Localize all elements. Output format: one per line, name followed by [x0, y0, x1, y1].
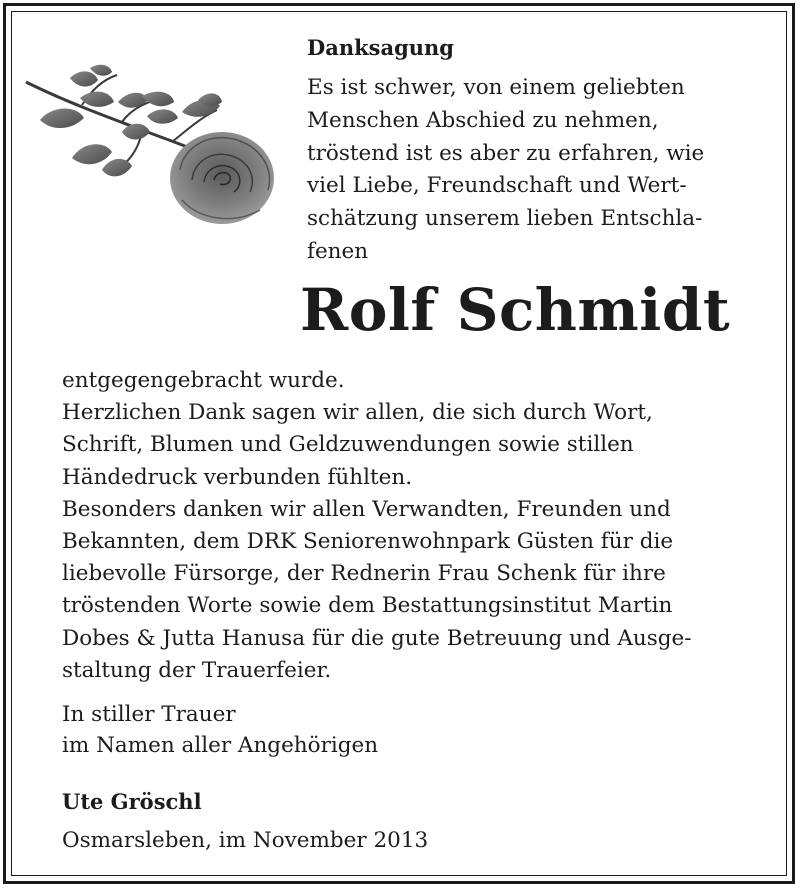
closing-line: im Namen aller Angehörigen: [62, 733, 379, 758]
intro-line: schätzung unserem lieben Entschla-: [307, 206, 703, 232]
intro-line: fenen: [307, 238, 369, 264]
body-line: Besonders danken wir allen Verwandten, Freunden und: [62, 496, 671, 522]
closing-text: [62, 699, 378, 761]
body-line: liebevolle Fürsorge, der Rednerin Frau Schenk für ihre: [62, 561, 666, 587]
body-line: Bekannten, dem DRK Seniorenwohnpark Güsten für die: [62, 529, 674, 555]
body-line: Dobes & Jutta Hanusa für die gute Betreuung und Ausge-: [62, 625, 692, 651]
body-line: Schrift, Blumen und Geldzuwendungen sowie stillen: [62, 432, 634, 458]
body-line: tröstenden Worte sowie dem Bestattungsinstitut Martin: [62, 593, 673, 619]
intro-line: viel Liebe, Freundschaft und Wert-: [307, 173, 687, 199]
intro-line: Menschen Abschied zu nehmen,: [307, 107, 659, 133]
body-line: Herzlichen Dank sagen wir allen, die sich durch Wort,: [62, 400, 653, 426]
signer-name: Ute Gröschl: [62, 789, 202, 814]
body-line: Händedruck verbunden fühlten.: [62, 464, 413, 490]
place-date: Osmarsleben, im November 2013: [62, 828, 429, 853]
closing-line: In stiller Trauer: [62, 702, 236, 727]
notice-heading: Danksagung: [307, 35, 454, 60]
intro-line: Es ist schwer, von einem geliebten: [307, 75, 685, 100]
intro-line: tröstend ist es aber zu erfahren, wie: [307, 140, 705, 166]
deceased-name: Rolf Schmidt: [300, 276, 731, 344]
intro-text: [307, 72, 737, 269]
body-line: staltung der Trauerfeier.: [62, 657, 332, 683]
rose-icon: [22, 60, 282, 230]
body-line: entgegengebracht wurde.: [62, 368, 345, 393]
body-text: [62, 365, 740, 687]
